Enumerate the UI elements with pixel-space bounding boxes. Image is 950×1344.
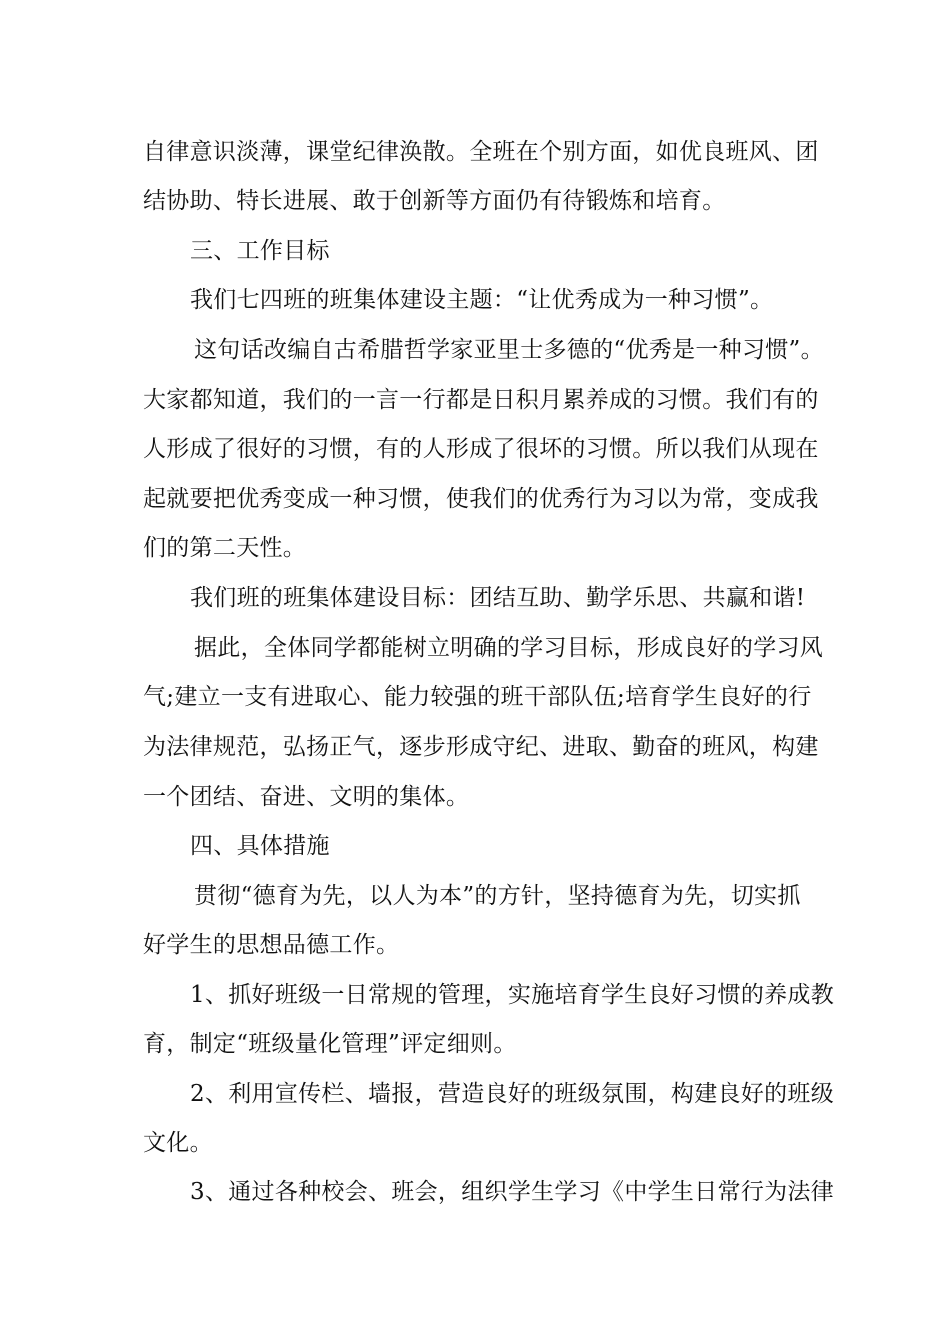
text-line-8: 起就要把优秀变成一种习惯，使我们的优秀行为习以为常，变成我 — [143, 486, 819, 512]
text-line-1: 自律意识淡薄，课堂纪律涣散。全班在个别方面，如优良班风、团 — [143, 139, 819, 165]
text-line-7: 人形成了很好的习惯，有的人形成了很坏的习惯。所以我们从现在 — [143, 436, 819, 462]
text-line-17: 好学生的思想品德工作。 — [143, 932, 400, 958]
section-heading-work-goals: 三、工作目标 — [190, 238, 330, 264]
text-line-11: 据此，全体同学都能树立明确的学习目标，形成良好的学习风 — [194, 635, 824, 661]
list-item-2: 2、利用宣传栏、墙报，营造良好的班级氛围，构建良好的班级 — [190, 1081, 835, 1107]
text-line-19: 育，制定“班级量化管理”评定细则。 — [143, 1031, 517, 1057]
text-line-14: 一个团结、奋进、文明的集体。 — [143, 784, 470, 810]
text-line-12: 气;建立一支有进取心、能力较强的班干部队伍;培育学生良好的行 — [143, 684, 812, 710]
text-line-6: 大家都知道，我们的一言一行都是日积月累养成的习惯。我们有的 — [143, 387, 819, 413]
text-line-10: 我们班的班集体建设目标：团结互助、勤学乐思、共赢和谐! — [190, 585, 806, 611]
section-heading-measures: 四、具体措施 — [190, 833, 330, 859]
text-line-16: 贯彻“德育为先，以人为本”的方针，坚持德育为先，切实抓 — [194, 883, 801, 909]
text-line-2: 结协助、特长进展、敢于创新等方面仍有待锻炼和培育。 — [143, 188, 726, 214]
text-line-9: 们的第二天性。 — [143, 535, 307, 561]
text-line-4: 我们七四班的班集体建设主题：“让优秀成为一种习惯”。 — [190, 287, 774, 313]
text-line-5: 这句话改编自古希腊哲学家亚里士多德的“优秀是一种习惯”。 — [194, 337, 824, 363]
text-line-21: 文化。 — [143, 1130, 213, 1156]
list-item-1: 1、抓好班级一日常规的管理，实施培育学生良好习惯的养成教 — [190, 982, 835, 1008]
text-line-13: 为法律规范，弘扬正气，逐步形成守纪、进取、勤奋的班风，构建 — [143, 734, 819, 760]
list-item-3: 3、通过各种校会、班会，组织学生学习《中学生日常行为法律 — [190, 1179, 835, 1205]
